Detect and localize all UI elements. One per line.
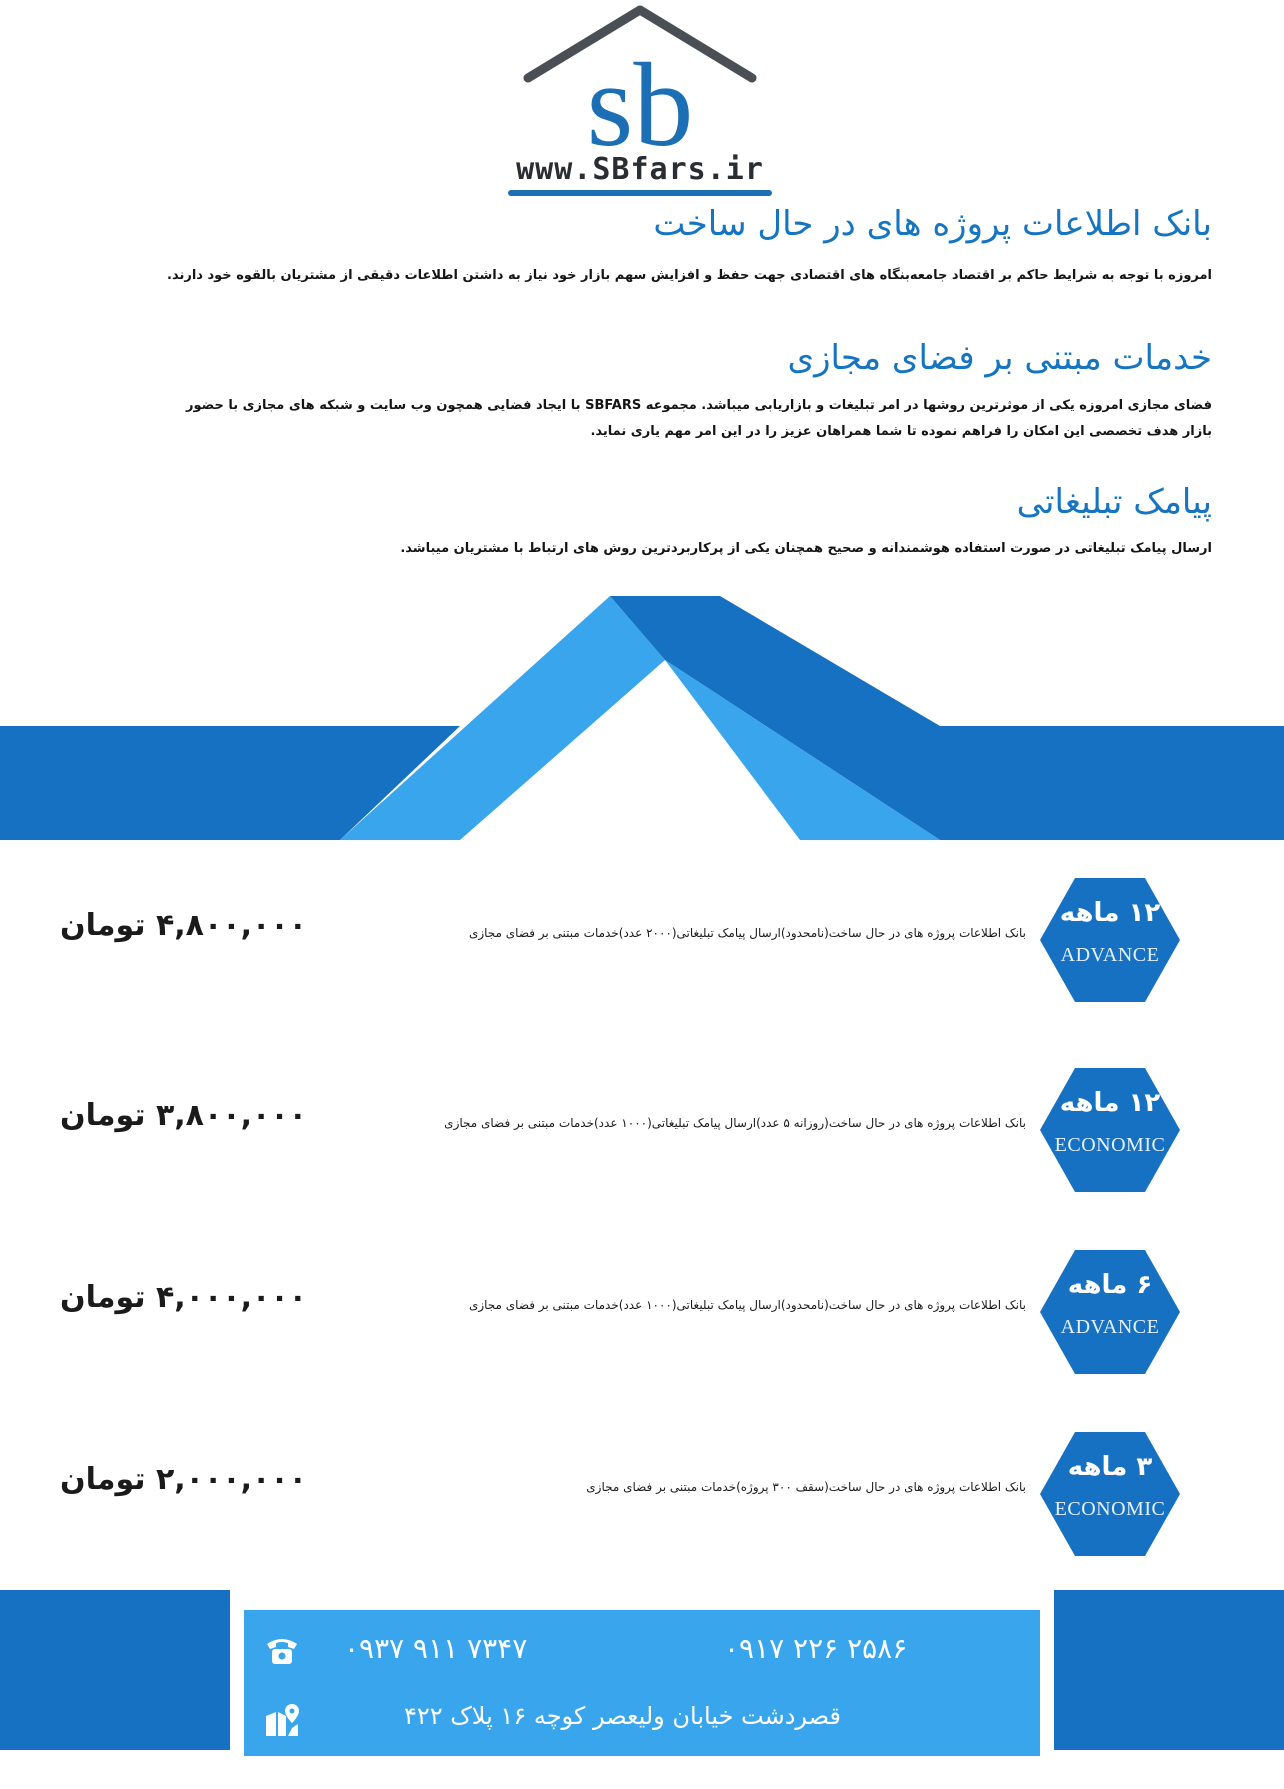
section-body-projects xyxy=(167,263,1212,289)
plan-price: ۳,۸۰۰,۰۰۰ تومان xyxy=(60,1098,307,1133)
section-title-sms: پیامک تبلیغاتی xyxy=(1016,482,1212,522)
plan-badge xyxy=(1040,1424,1180,1564)
plan-months: ۱۲ ماهه xyxy=(1059,1088,1161,1118)
plan-badge xyxy=(1040,1242,1180,1382)
plan-tier: ADVANCE xyxy=(1060,944,1160,966)
plan-description: بانک اطلاعات پروژه های در حال ساخت(روزانه ۵ عدد)ارسال پیامک تبلیغاتی(۱۰۰۰ عدد)خدمات مبتنی بر فضای مجازی xyxy=(444,1116,1026,1130)
logo-url: www.SBfars.ir xyxy=(516,152,764,187)
phone-number-1[interactable]: ۰۹۳۷ ۹۱۱ ۷۳۴۷ xyxy=(344,1632,528,1665)
plan-badge xyxy=(1040,1060,1180,1200)
plan-price: ۴,۰۰۰,۰۰۰ تومان xyxy=(60,1280,307,1315)
plan-badge xyxy=(1040,870,1180,1010)
section-line: امروزه با توجه به شرایط حاکم بر اقتصاد جامعه‌بنگاه های اقتصادی جهت حفظ و افزایش سهم بازار خود نیاز به داشتن اطلاعات دقیقی از مشتریان بالقوه خود دارند. xyxy=(167,268,1212,283)
plan-tier: ECONOMIC xyxy=(1054,1134,1166,1156)
phone-number-2[interactable]: ۰۹۱۷ ۲۲۶ ۲۵۸۶ xyxy=(724,1632,908,1665)
address: قصردشت خیابان ولیعصر کوچه ۱۶ پلاک ۴۲۲ xyxy=(404,1702,841,1730)
logo-letters: sb xyxy=(586,38,694,150)
house-roof-logo xyxy=(490,0,790,150)
plan-price: ۴,۸۰۰,۰۰۰ تومان xyxy=(60,908,307,943)
plan-months: ۶ ماهه xyxy=(1067,1270,1153,1300)
section-title-virtual: خدمات مبتنی بر فضای مجازی xyxy=(787,338,1212,378)
plan-row[interactable] xyxy=(0,870,1284,1020)
plan-description: بانک اطلاعات پروژه های در حال ساخت(نامحدود)ارسال پیامک تبلیغاتی(۲۰۰۰ عدد)خدمات مبتنی بر فضای مجازی xyxy=(468,926,1026,940)
plan-row[interactable] xyxy=(0,1424,1284,1574)
section-title-projects: بانک اطلاعات پروژه های در حال ساخت xyxy=(653,204,1212,244)
plan-row[interactable] xyxy=(0,1242,1284,1392)
map-icon xyxy=(264,1702,300,1738)
plan-description: بانک اطلاعات پروژه های در حال ساخت(سقف ۳۰۰ پروژه)خدمات مبتنی بر فضای مجازی xyxy=(586,1480,1026,1494)
section-line: فضای مجازی امروزه یکی از موثرترین روشها در امر تبلیغات و بازاریابی میباشد. مجموعه SBFARS با ایجاد فضایی همچون وب سایت و شبکه های مجازی با حضور xyxy=(186,398,1212,413)
footer-band-right xyxy=(1054,1590,1284,1750)
section-body-virtual xyxy=(186,393,1212,445)
footer-band-left xyxy=(0,1590,230,1750)
plan-months: ۳ ماهه xyxy=(1067,1452,1153,1482)
section-line: ارسال پیامک تبلیغاتی در صورت استفاده هوشمندانه و صحیح همچنان یکی از پرکاربردترین روش های ارتباط با مشتریان میباشد. xyxy=(400,541,1212,556)
plan-months: ۱۲ ماهه xyxy=(1059,898,1161,928)
phone-icon xyxy=(264,1632,300,1668)
chevron-banner xyxy=(0,590,1284,840)
plan-price: ۲,۰۰۰,۰۰۰ تومان xyxy=(60,1462,307,1497)
section-body-sms xyxy=(400,536,1212,562)
plan-tier: ECONOMIC xyxy=(1054,1498,1166,1520)
section-line: بازار هدف تخصصی این امکان را فراهم نموده تا شما همراهان عزیز را در این امر مهم یاری نماید. xyxy=(590,424,1212,439)
plan-tier: ADVANCE xyxy=(1060,1316,1160,1338)
logo-underline xyxy=(508,190,772,196)
contact-box xyxy=(244,1610,1040,1756)
plan-description: بانک اطلاعات پروژه های در حال ساخت(نامحدود)ارسال پیامک تبلیغاتی(۱۰۰۰ عدد)خدمات مبتنی بر فضای مجازی xyxy=(468,1298,1026,1312)
logo xyxy=(490,0,790,200)
plan-row[interactable] xyxy=(0,1060,1284,1210)
